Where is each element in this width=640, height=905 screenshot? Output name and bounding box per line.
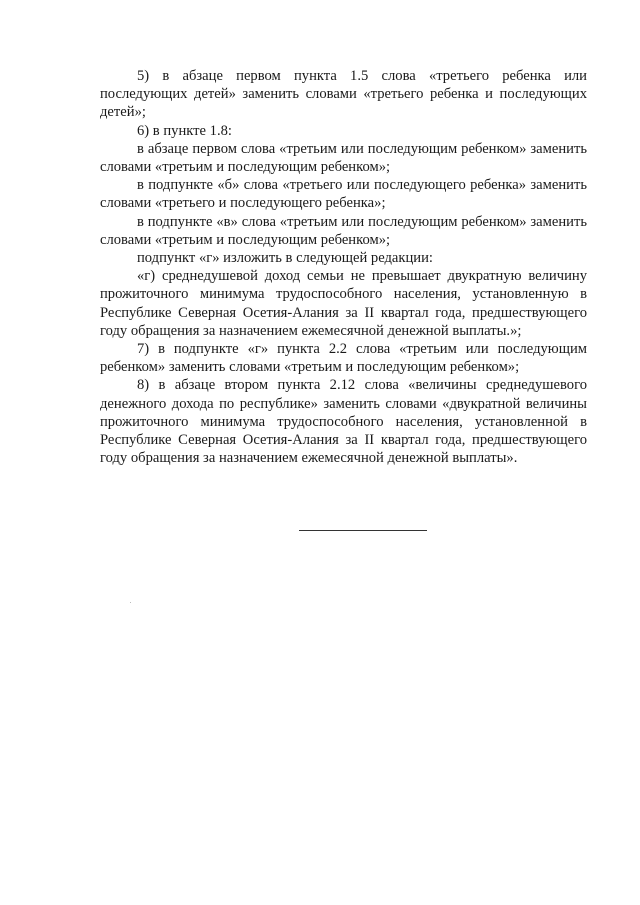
paragraph-item-6: 6) в пункте 1.8:	[137, 122, 232, 139]
paragraph-subitem-g-intro: подпункт «г» изложить в следующей редакции:	[137, 250, 433, 267]
paragraph-subitem-first-abzac: в абзаце первом слова «третьим или последующим ребенком» заменить словами «третьим и последующим ребенком»;	[100, 140, 587, 176]
document-body	[100, 67, 587, 467]
paragraph-subitem-v: в подпункте «в» слова «третьим или последующим ребенком» заменить словами «третьим и последующим ребенком»;	[100, 213, 587, 248]
scan-speck	[130, 602, 131, 603]
paragraph-item-7: 7) в подпункте «г» пункта 2.2 слова «третьим или последующим ребенком» заменить словами «третьим и последующим ребенком»;	[100, 341, 587, 376]
closing-divider-line	[299, 530, 427, 531]
paragraph-item-8: 8) в абзаце втором пункта 2.12 слова «величины среднедушевого денежного дохода по республике» заменить словами «двукратной величины прожиточного минимума трудоспособного населения, установленной в Республике Северная Осетия-Алания за II квартал года, предшествующего году обращения за назначением ежемесячной денежной выплаты».	[100, 377, 587, 467]
paragraph-subitem-g-text: «г) среднедушевой доход семьи не превышает двукратную величину прожиточного минимума трудоспособного населения, установленную в Республике Северная Осетия-Алания за II квартал года, предшествующего году обращения за назначением ежемесячной денежной выплаты.»;	[100, 268, 587, 339]
paragraph-item-5: 5) в абзаце первом пункта 1.5 слова «третьего ребенка или последующих детей» заменить словами «третьего ребенка и последующих детей»;	[100, 68, 587, 121]
paragraph-subitem-b: в подпункте «б» слова «третьего или последующего ребенка» заменить словами «третьего и последующего ребенка»;	[100, 177, 587, 212]
